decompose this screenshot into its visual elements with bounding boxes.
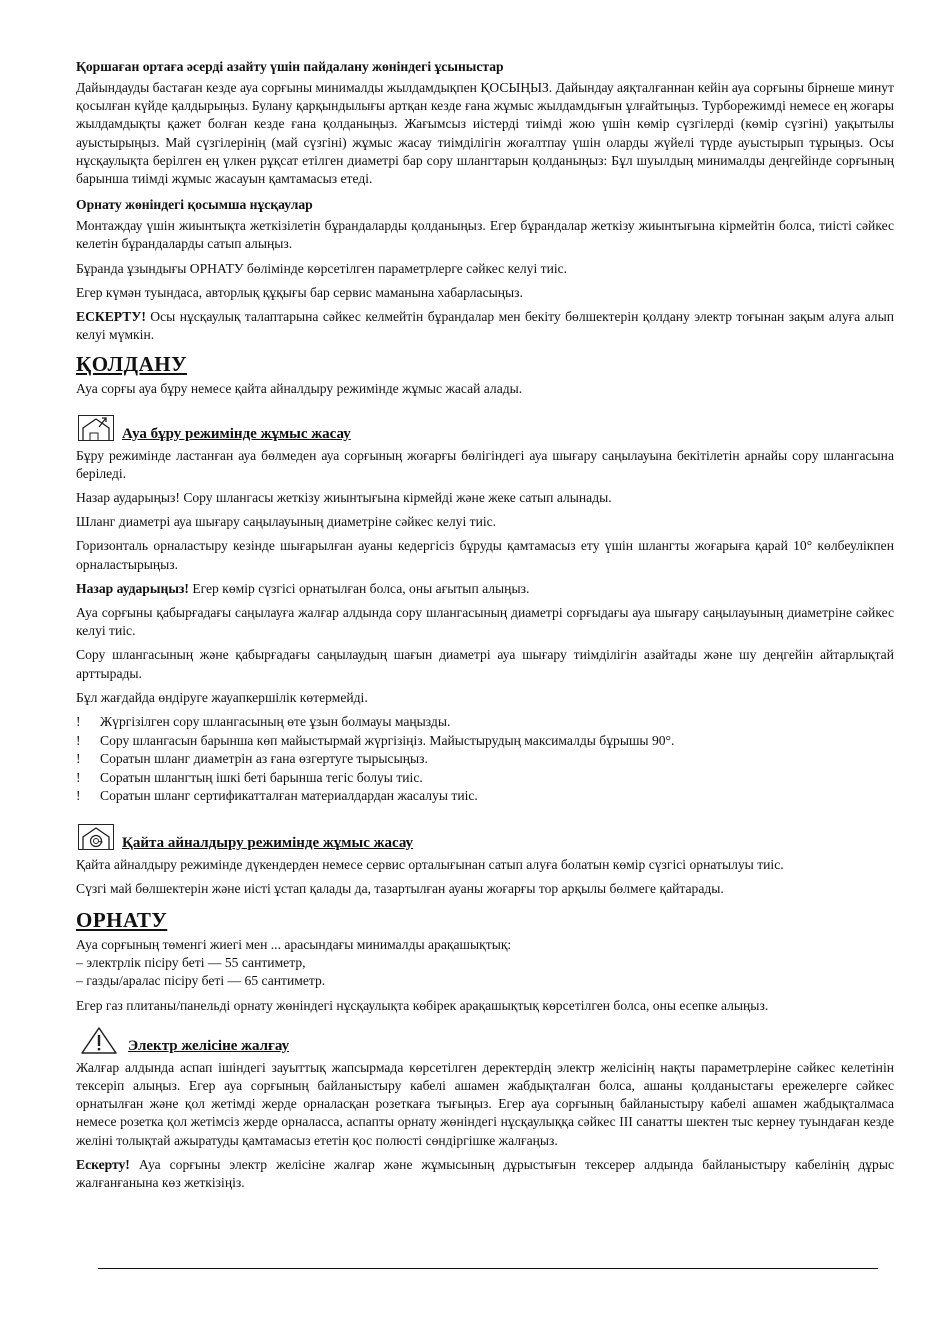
extraction-paragraph-5: Ауа сорғыны қабырғадағы саңылауға жалғар алдында сору шлангасының диаметрі сорғыдағы ауа шығару саңылауының диаметріне сәйкес келуі тиіс. — [76, 605, 894, 639]
recirculation-mode-heading — [76, 822, 894, 852]
install-notes-paragraph-1: Монтаждау үшін жиынтықта жеткізілетін бұрандаларды қолданыңыз. Егер бұрандалар жеткізу жиынтығына кірмейтін болса, тиісті сәйкес келетін бұрандаларды сатып алыңыз. — [76, 218, 894, 252]
bullet-mark: ! — [76, 714, 81, 730]
install-heading: ОРНАТУ — [76, 907, 168, 932]
bullet-text: Соратын шланг диаметрін аз ғана өзгертуге тырысыңыз. — [100, 751, 428, 767]
extraction-bullet-list — [76, 713, 894, 806]
usage-heading: ҚОЛДАНУ — [76, 352, 188, 377]
warning-triangle-icon — [76, 1025, 122, 1055]
warning-label: ЕСКЕРТУ! — [76, 309, 146, 325]
bullet-mark: ! — [76, 769, 81, 785]
extraction-mode-heading — [76, 413, 894, 443]
extraction-paragraph-3: Шланг диаметрі ауа шығару саңылауының диаметріне сәйкес келуі тиіс. — [76, 514, 497, 530]
note-label: Ескерту! — [76, 1156, 130, 1172]
recirculation-mode-title: Қайта айналдыру режимінде жұмыс жасау — [122, 834, 414, 851]
extraction-paragraph-4: Горизонталь орналастыру кезінде шығарылған ауаны кедергісіз бұруды қамтамасыз ету үшін шлангты жоғарыға қарай 10° көлбеулікпен орналастырыңыз. — [76, 538, 894, 572]
extraction-paragraph-2: Назар аударыңыз! Сору шлангасы жеткізу жиынтығына кірмейді және жеке сатып алынады. — [76, 490, 612, 506]
bullet-text: Жүргізілген сору шлангасының өте ұзын болмауы маңызды. — [100, 714, 451, 730]
recirculation-paragraph-2: Сүзгі май бөлшектерін және иісті ұстап қалады да, тазартылған ауаны жоғарғы тор арқылы бөлмеге қайтарады. — [76, 880, 724, 896]
list-item — [76, 750, 894, 769]
extraction-paragraph-6: Сору шлангасының және қабырғадағы саңылаудың шағын диаметрі ауа шығару тиімділігін азайтады және шу деңгейін айтарлықтай арттырады. — [76, 647, 894, 681]
house-recirculation-icon — [76, 822, 116, 852]
list-item — [76, 732, 894, 751]
house-exhaust-icon — [76, 413, 116, 443]
bullet-mark: ! — [76, 751, 81, 767]
install-notes-warning — [76, 308, 894, 344]
list-item — [76, 713, 894, 732]
eco-tips-heading: Қоршаған ортаға әсерді азайту үшін пайдалану жөніндегі ұсыныстар — [76, 59, 504, 74]
electrical-title: Электр желісіне жалғау — [128, 1037, 290, 1054]
attention-text: Егер көмір сүзгісі орнатылған болса, оны ағытып алыңыз. — [188, 580, 530, 596]
bullet-mark: ! — [76, 788, 81, 804]
bullet-mark: ! — [76, 732, 81, 748]
usage-intro: Ауа сорғы ауа бұру немесе қайта айналдыру режимінде жұмыс жасай алады. — [76, 381, 523, 397]
distance-line-3: – газды/аралас пісіру беті — 65 сантиметр. — [76, 973, 326, 989]
electrical-heading — [76, 1025, 894, 1055]
distance-line-2: – электрлік пісіру беті — 55 сантиметр, — [76, 955, 306, 971]
warning-text: Осы нұсқаулық талаптарына сәйкес келмейтін бұрандалар мен бекіту бөлшектерін қолдану электр тоғынан зақым алуға алып келуі мүмкін. — [76, 309, 894, 343]
extraction-paragraph-7: Бұл жағдайда өндіруге жауапкершілік көтермейді. — [76, 689, 368, 705]
distance-line-1: Ауа сорғының төменгі жиегі мен ... арасындағы минималды арақашықтық: — [76, 936, 512, 952]
electrical-note — [76, 1156, 894, 1192]
install-notes-paragraph-3: Егер күмән туындаса, авторлық құқығы бар сервис маманына хабарласыңыз. — [76, 284, 523, 300]
list-item — [76, 787, 894, 806]
bullet-text: Соратын шланг сертификатталған материалдардан жасалуы тиіс. — [100, 788, 478, 804]
electrical-paragraph-1: Жалғар алдында аспап ішіндегі зауыттық жапсырмада көрсетілген деректердің электр желісінің нақты параметрлеріне сәйкес келетінін тексеріп алыңыз. Егер ауа сорғының байланыстыру кабелі ашамен жабдықталған болса, ашаны қолданыстағы ережелерге сәйкес орнатылған және қол жетімді жерде орналасқан розеткаға тығыңыз. Егер ауа сорғының байланыстыру кабелі ашамен жабдықталмаса немесе розетка қол жетімсіз жерде орналасса, аспапты орнату жөніндегі нұсқаулыққа сәйкес III санатты шектен тыс кернеу туындаған кезде желіні толықтай ажыратуды қамтамасыз ететін қос полюсті сөндіргішке жалғаңыз. — [76, 1059, 894, 1148]
document-page — [76, 58, 894, 1198]
eco-tips-paragraph: Дайындауды бастаған кезде ауа сорғыны минималды жылдамдықпен ҚОСЫҢЫЗ. Дайындау аяқталғаннан кейін ауа сорғыны бірнеше минут қосылған күйде қалдырыңыз. Булану қарқындылығы артқан кезде ғана жұмыс жылдамдығын ұлғайтыңыз. Турборежимді немесе ең жоғары жылдамдықты қажет болған кезде ғана қолданыңыз. Жағымсыз иістерді тиімді жою үшін көмір сүзгілерді (көмір сүзгіні) уақытылы ауыстырыңыз. Май сүзгілерінің (май сүзгіні) жұмыс жасау тиімділігін жоғалтпау үшін оларды жүйелі түрде ауыстырып тұрыңыз. Осы нұсқаулықта берілген ең үлкен рұқсат етілген диаметрі бар сору шлангтарын қолданыңыз: Бұл шуылдың минималды деңгейінде сорғының барынша тиімді жұмыс жасауын қамтамасыз етеді. — [76, 80, 894, 187]
bullet-text: Сору шлангасын барынша көп майыстырмай жүргізіңіз. Майыстырудың максималды бұрышы 90°. — [100, 732, 675, 748]
extraction-paragraph-1: Бұру режимінде ластанған ауа бөлмеден ауа сорғының жоғарғы бөлігіндегі ауа шығару саңылауына бекітілетін арнайы сору шлангасына беріледі. — [76, 447, 894, 481]
extraction-mode-title: Ауа бұру режимінде жұмыс жасау — [122, 425, 351, 442]
extraction-attention — [76, 580, 894, 598]
footer-divider — [98, 1268, 878, 1269]
install-notes-heading: Орнату жөніндегі қосымша нұсқаулар — [76, 197, 313, 213]
distance-block — [76, 936, 894, 991]
note-text: Ауа сорғыны электр желісіне жалғар және жұмысының дұрыстығын тексерер алдында байланыстыру кабелінің дұрыс жалғанғанына көз жеткізіңіз. — [76, 1156, 894, 1191]
bullet-text: Соратын шлангтың ішкі беті барынша тегіс болуы тиіс. — [100, 769, 423, 785]
recirculation-paragraph-1: Қайта айналдыру режимінде дүкендерден немесе сервис орталығынан сатып алуға болатын көмір сүзгісі орнатылуы тиіс. — [76, 856, 784, 872]
install-paragraph-1: Егер газ плитаны/панельді орнату жөніндегі нұсқаулықта көбірек арақашықтық көрсетілген болса, оны есепке алыңыз. — [76, 997, 769, 1013]
list-item — [76, 769, 894, 788]
attention-label: Назар аударыңыз! — [76, 580, 189, 596]
install-notes-paragraph-2: Бұранда ұзындығы ОРНАТУ бөлімінде көрсетілген параметрлерге сәйкес келуі тиіс. — [76, 260, 568, 276]
